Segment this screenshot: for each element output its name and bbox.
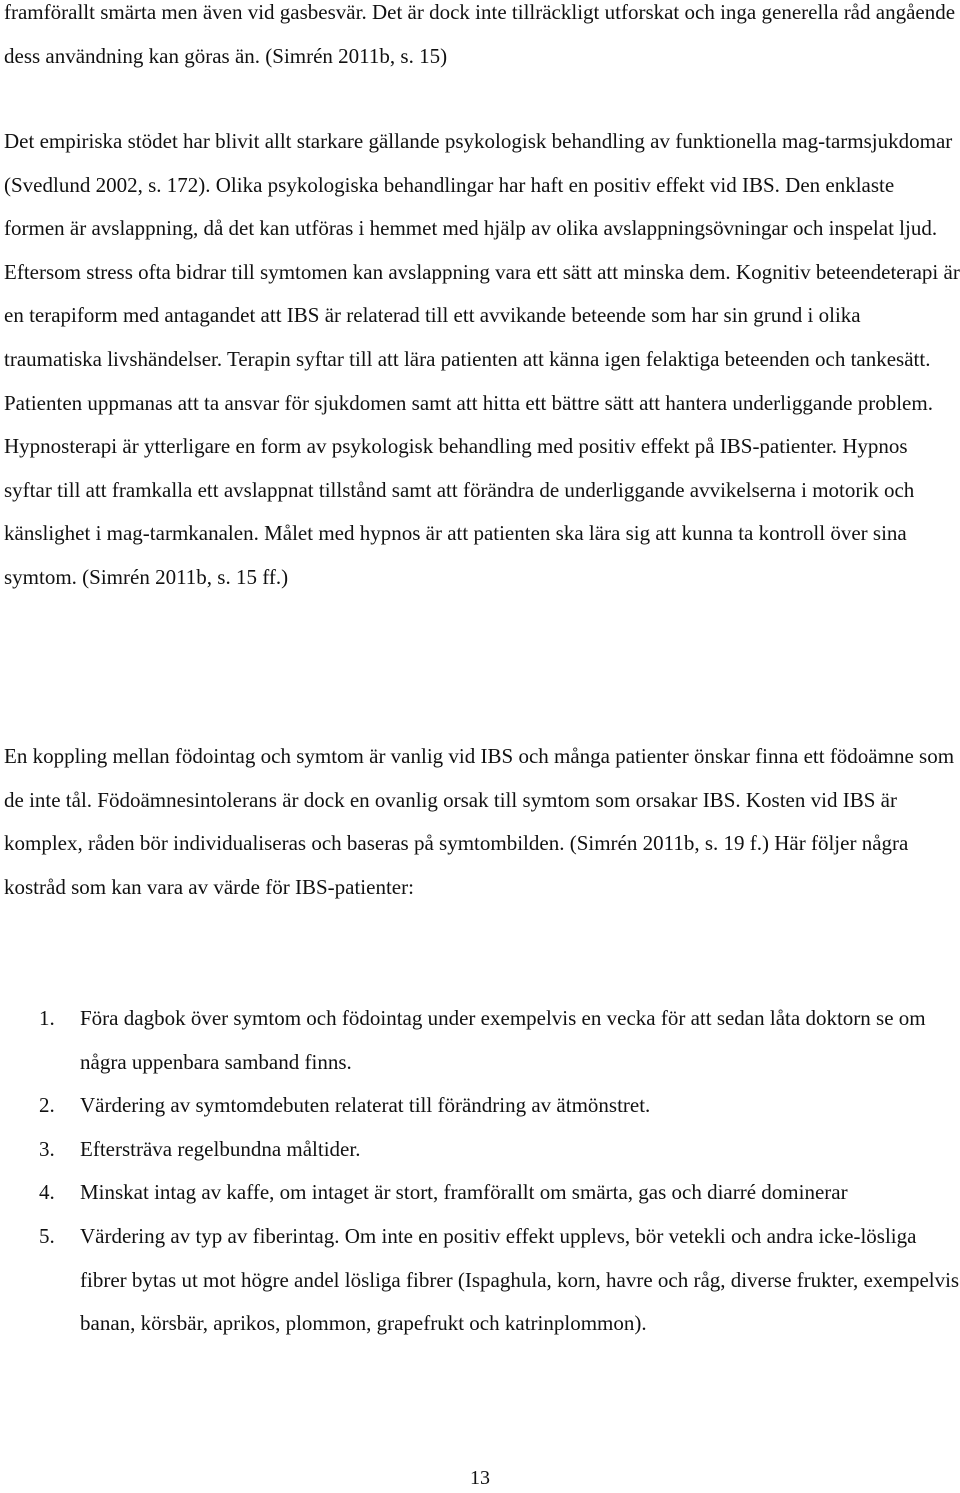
list-item-text: Värdering av typ av fiberintag. Om inte en positiv effekt upplevs, bör vetekli och andra icke-lösliga fibrer bytas ut mot högre andel lösliga fibrer (Ispaghula, korn, havre och råg, diverse frukter, exempelvis banan, körsbär, aprikos, plommon, grapefrukt och katrinplommon). — [80, 1223, 960, 1336]
page-number: 13 — [470, 1467, 490, 1489]
paragraph: Det empiriska stödet har blivit allt starkare gällande psykologisk behandling av funktionella mag-tarmsjukdomar (Svedlund 2002, s. 172). Olika psykologiska behandlingar har haft en positiv effekt vid IBS. Den enklaste formen är avslappning, då det kan utföras i hemmet med hjälp av olika avslappningsövningar och inspelat ljud. Eftersom stress ofta bidrar till symtomen kan avslappning vara ett sätt att minska dem. Kognitiv beteendeterapi är en terapiform med antagandet att IBS är relaterad till ett avvikande beteende som har sin grund i olika traumatiska livshändelser. Terapin syftar till att lära patienten att känna igen felaktiga beteenden och tankesätt. Patienten uppmanas att ta ansvar för sjukdomen samt att hitta ett bättre sätt att hantera underliggande problem. Hypnosterapi är ytterligare en form av psykologisk behandling med positiv effekt på IBS-patienter. Hypnos syftar till att framkalla ett avslappnat tillstånd samt att förändra de underliggande avvikelserna i motorik och känslighet i mag-tarmkanalen. Målet med hypnos är att patienten ska lära sig att kunna ta kontroll över sina symtom. (Simrén 2011b, s. 15 ff.) — [4, 129, 960, 589]
list-item-number: 1. — [39, 1006, 55, 1030]
diet-advice-list — [0, 997, 960, 1346]
list-item-number: 4. — [39, 1180, 55, 1205]
list-item-text: Minskat intag av kaffe, om intaget är stort, framförallt om smärta, gas och diarré dominerar — [80, 1180, 848, 1205]
list-item-number: 2. — [39, 1093, 55, 1118]
paragraph: En koppling mellan födointag och symtom är vanlig vid IBS och många patienter önskar finna ett födoämne som de inte tål. Födoämnesintolerans är dock en ovanlig orsak till symtom som orsakar IBS. Kosten vid IBS är komplex, råden bör individualiseras och baseras på symtombilden. (Simrén 2011b, s. 19 f.) Här följer några kostråd som kan vara av värde för IBS-patienter: — [4, 744, 955, 899]
list-item-text: Föra dagbok över symtom och födointag under exempelvis en vecka för att sedan låta doktorn se om några uppenbara samband finns. — [80, 1006, 926, 1074]
list-item — [0, 1084, 960, 1128]
list-item-number: 3. — [39, 1136, 55, 1161]
paragraph: framförallt smärta men även vid gasbesvär. Det är dock inte tillräckligt utforskat och inga generella råd angående dess användning kan göras än. (Simrén 2011b, s. 15) — [4, 0, 956, 68]
list-item-number: 5. — [39, 1223, 55, 1248]
list-item — [0, 1128, 960, 1172]
list-item-text: Eftersträva regelbundna måltider. — [80, 1136, 361, 1161]
list-item — [0, 997, 960, 1084]
list-item-text: Värdering av symtomdebuten relaterat till förändring av ätmönstret. — [80, 1093, 651, 1118]
list-item — [0, 1171, 960, 1215]
list-item — [0, 1215, 960, 1346]
